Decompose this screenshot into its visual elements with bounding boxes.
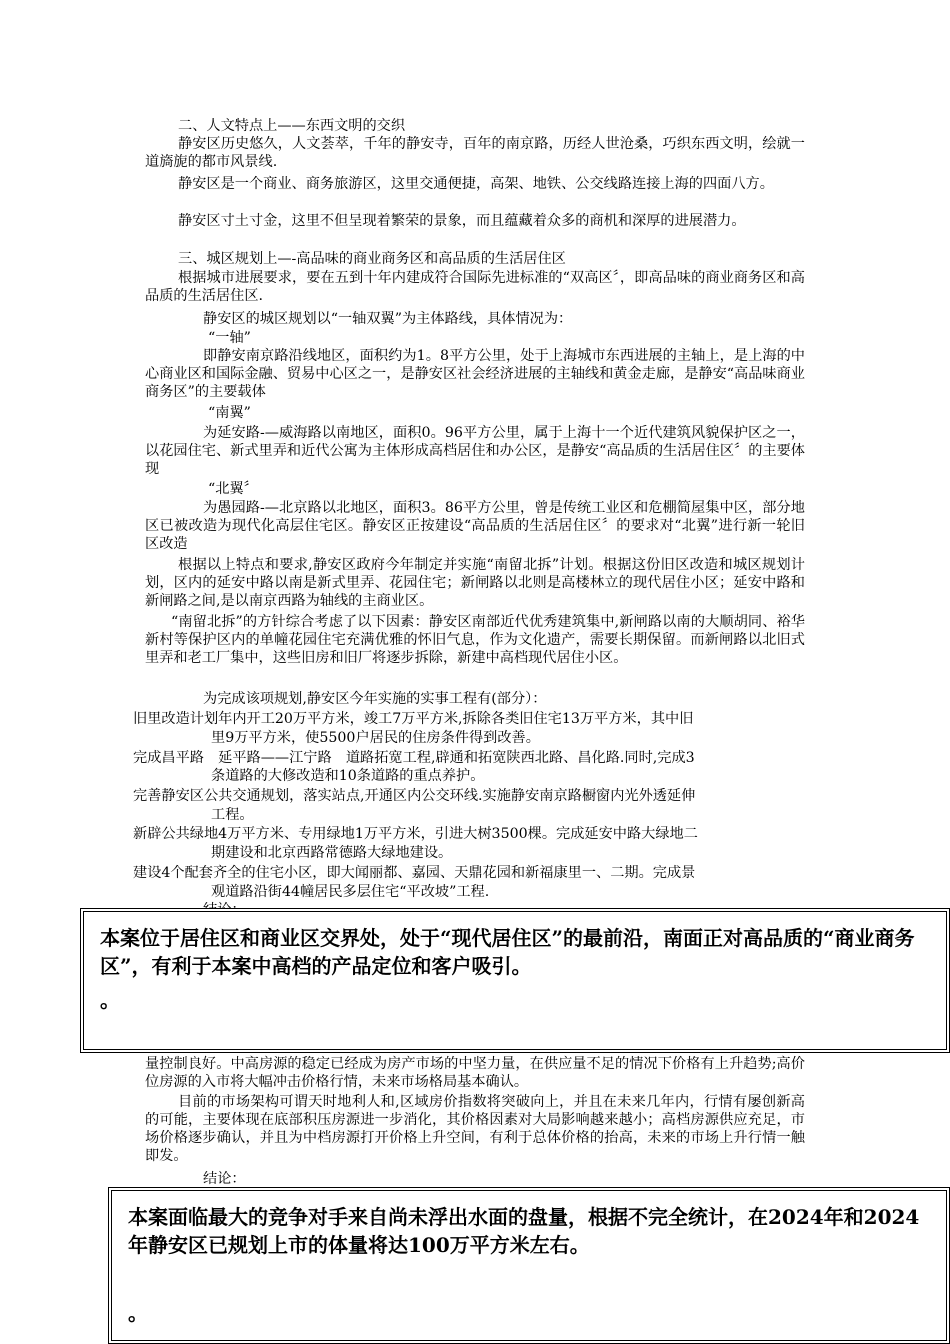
competition-box — [108, 1187, 950, 1344]
project-item-first-line: 建设4个配套齐全的住宅小区，即大闻丽都、嘉园、天鼎花园和新福康里一、二期。完成景 — [133, 865, 696, 881]
project-item-continuation: 观道路沿街44幢居民多层住宅“平改坡”工程. — [211, 884, 490, 900]
project-item-continuation: 期建设和北京西路常德路大绿地建设。 — [211, 845, 453, 861]
project-item-first-line: 新辟公共绿地4万平方米、专用绿地1万平方米，引进大树3500棵。完成延安中路大绿地二 — [133, 826, 698, 842]
competition-box-text: 本案面临最大的竞争对手来自尚未浮出水面的盘量，根据不完全统计，在2024年和2024年静安区已规划上市的体量将达100万平方米左右。 — [128, 1205, 920, 1257]
south-wing-title: “南翼” — [208, 405, 251, 421]
section2-paragraph-history: 静安区历史悠久，人文荟萃，千年的静安寺，百年的南京路，历经人世沧桑，巧织东西文明，绘就一道旖旎的都市风景线. — [145, 136, 805, 170]
section3-paragraph-layout: 静安区的城区规划以“一轴双翼”为主体路线，具体情况为： — [203, 311, 573, 327]
south-wing-description: 为延安路-—威海路以南地区，面积0。96平方公里，属于上海十一个近代建筑风貌保护区之一，以花园住宅、新式里弄和近代公寓为主体形成高档居住和办公区，是静安“高品质的生活居住区〞的主要体现 — [145, 425, 805, 477]
axis-description: 即静安南京路沿线地区，面积约为1。8平方公里，处于上海城市东西进展的主轴上，是上海的中心商业区和国际金融、贸易中心区之一，是静安区社会经济进展的主轴线和黄金走廊，是静安“高品味商业商务区”的主要载体 — [145, 348, 805, 400]
projects-intro: 为完成该项规划,静安区今年实施的实事工程有(部分）： — [203, 691, 547, 707]
project-item-first-line: 完成昌平路 延平路——江宁路 道路拓宽工程,辟通和拓宽陕西北路、昌化路.同时,完成3 — [133, 750, 695, 766]
project-item-continuation: 里9万平方米，使5500户居民的住房条件得到改善。 — [211, 730, 540, 746]
section2-heading: 二、人文特点上——东西文明的交织 — [178, 118, 406, 134]
section2-paragraph-transport: 静安区是一个商业、商务旅游区，这里交通便捷，高架、地铁、公交线路连接上海的四面八方。 — [178, 176, 774, 192]
project-item-first-line: 旧里改造计划年内开工20万平方米，竣工7万平方米,拆除各类旧住宅13万平方米，其中旧 — [133, 711, 694, 727]
north-wing-description: 为愚园路-—北京路以北地区，面积3。86平方公里，曾是传统工业区和危棚简屋集中区，部分地区已被改造为现代化高层住宅区。静安区正按建设“高品质的生活居住区〞的要求对“北翼”进行新一轮旧区改造 — [145, 500, 805, 552]
conclusion-box-dot: 。 — [100, 988, 120, 1012]
axis-title: “一轴” — [208, 330, 251, 346]
conclusion-box-text: 本案位于居住区和商业区交界处，处于“现代居住区”的最前沿，南面正对高品质的“商业商务区”，有利于本案中高档的产品定位和客户吸引。 — [100, 926, 915, 978]
reason-paragraph: “南留北拆”的方针综合考虑了以下因素：静安区南部近代优秀建筑集中,新闸路以南的大顺胡同、裕华新村等保护区内的单幢花园住宅充满优雅的怀旧气息，作为文化遗产，需要长期保留。而新闸路以北旧式里弄和老工厂集中，这些旧房和旧厂将逐步拆除，新建中高档现代居住小区。 — [145, 614, 805, 666]
project-item-continuation: 条道路的大修改造和10条道路的重点养护。 — [211, 768, 485, 784]
plan-paragraph: 根据以上特点和要求,静安区政府今年制定并实施“南留北拆”计划。根据这份旧区改造和城区规划计划，区内的延安中路以南是新式里弄、花园住宅；新闸路以北则是高楼林立的现代居住小区；延安中路和新闸路之间,是以南京西路为轴线的主商业区。 — [145, 557, 805, 609]
project-item-continuation: 工程。 — [211, 807, 254, 823]
project-item-first-line: 完善静安区公共交通规划，落实站点,开通区内公交环线.实施静安南京路橱窗内光外透延伸 — [133, 788, 696, 804]
competition-box-dot: 。 — [128, 1301, 148, 1325]
section3-paragraph-goal: 根据城市进展要求，要在五到十年内建成符合国际先进标准的“双高区〞，即高品味的商业商务区和高品质的生活居住区. — [145, 270, 805, 304]
conclusion-box — [80, 908, 950, 1053]
north-wing-title: “北翼〞 — [208, 481, 258, 497]
market-paragraph-supply: 量控制良好。中高房源的稳定已经成为房产市场的中坚力量，在供应量不足的情况下价格有上升趋势;高价位房源的入市将大幅冲击价格行情，未来市场格局基本确认。 — [145, 1056, 805, 1090]
market-paragraph-outlook: 目前的市场架构可谓天时地利人和,区域房价指数将突破向上，并且在未来几年内，行情有屡创新高的可能，主要体现在底部积压房源进一步消化，其价格因素对大局影响越来越小；高档房源供应充足，市场价格逐步确认，并且为中档房源打开价格上升空间，有利于总体价格的抬高，未来的市场上升行情一触即发。 — [145, 1094, 805, 1164]
section2-paragraph-potential: 静安区寸土寸金，这里不但呈现着繁荣的景象，而且蕴藏着众多的商机和深厚的进展潜力。 — [178, 213, 746, 229]
market-conclusion-label: 结论： — [203, 1171, 246, 1187]
section3-heading: 三、城区规划上—-高品味的商业商务区和高品质的生活居住区 — [178, 251, 566, 267]
